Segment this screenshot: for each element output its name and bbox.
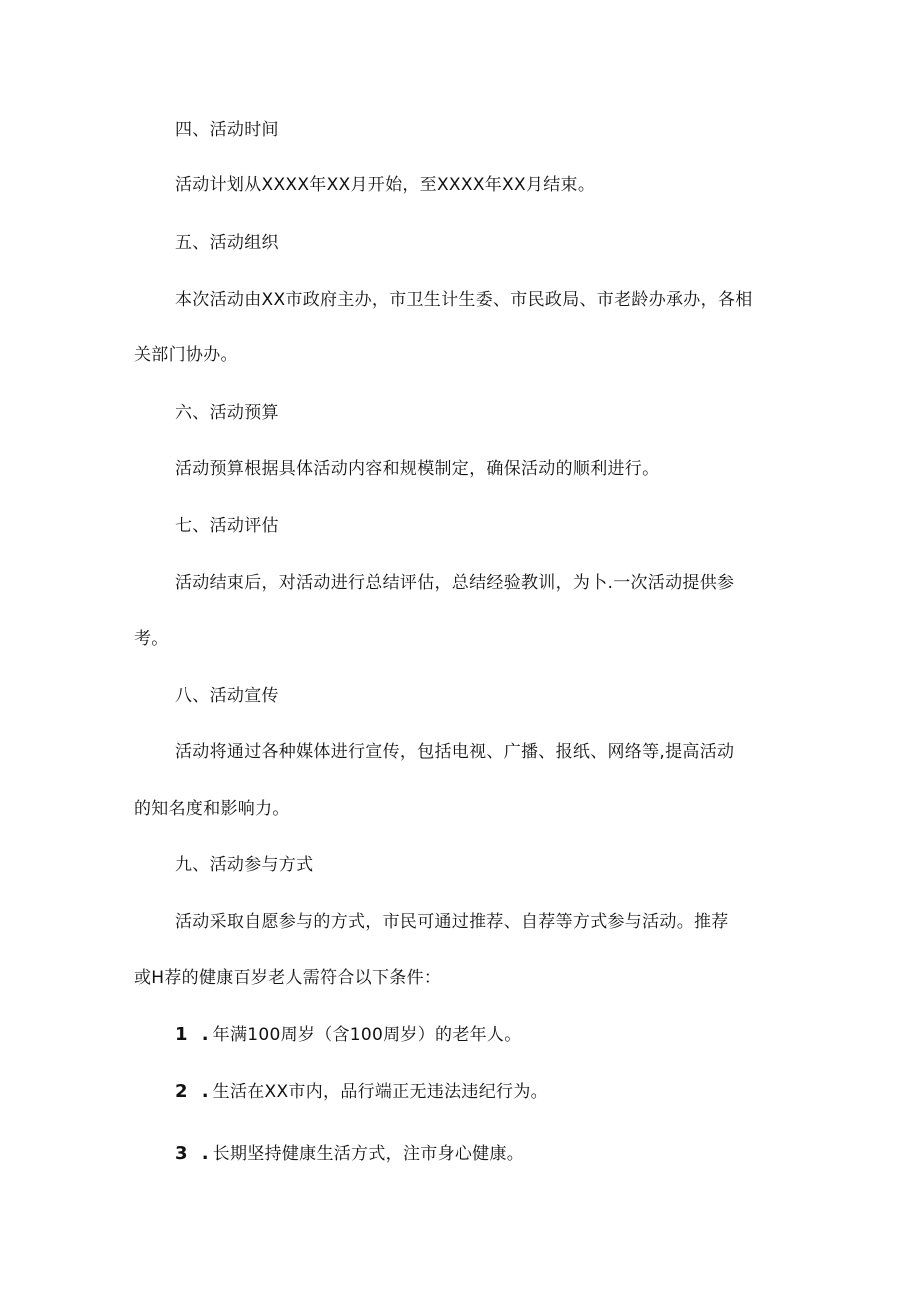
section-heading-participation: 九、活动参与方式 xyxy=(175,855,314,875)
section-heading-time: 四、活动时间 xyxy=(175,120,279,140)
section-organization-line-1: 本次活动由XX市政府主办，市卫生计生委、市民政局、市老龄办承办，各相 xyxy=(175,290,753,310)
section-budget-line-1: 活动预算根据具体活动内容和规模制定，确保活动的顺利进行。 xyxy=(175,459,660,479)
section-time-line-1: 活动计划从XXXX年XX月开始，至XXXX年XX月结束。 xyxy=(175,175,596,195)
section-participation-line-2: 或H荐的健康百岁老人需符合以下条件： xyxy=(134,968,442,988)
condition-text: 长期坚持健康生活方式，注市身心健康。 xyxy=(212,1144,525,1164)
section-heading-organization: 五、活动组织 xyxy=(175,233,279,253)
condition-number: 2 . xyxy=(175,1081,213,1102)
condition-item xyxy=(175,1080,548,1104)
condition-number: 1 . xyxy=(175,1024,213,1045)
section-heading-evaluation: 七、活动评估 xyxy=(175,516,279,536)
section-heading-budget: 六、活动预算 xyxy=(175,403,279,423)
section-publicity-line-1: 活动将通过各种媒体进行宣传，包括电视、广播、报纸、网络等,提高活动 xyxy=(175,742,735,762)
condition-number: 3 . xyxy=(175,1143,213,1164)
condition-text: 生活在XX市内，品行端正无违法违纪行为。 xyxy=(212,1082,548,1102)
condition-item xyxy=(175,1142,524,1166)
section-participation-line-1: 活动采取自愿参与的方式，市民可通过推荐、自荐等方式参与活动。推荐 xyxy=(175,912,729,932)
section-evaluation-line-2: 考。 xyxy=(134,629,169,649)
condition-item xyxy=(175,1023,522,1047)
section-evaluation-line-1: 活动结束后，对活动进行总结评估，总结经验教训，为卜.一次活动提供参 xyxy=(175,573,735,593)
section-publicity-line-2: 的知名度和影响力。 xyxy=(134,799,290,819)
section-organization-line-2: 关部门协办。 xyxy=(134,345,238,365)
section-heading-publicity: 八、活动宣传 xyxy=(175,686,279,706)
condition-text: 年满100周岁（含100周岁）的老年人。 xyxy=(212,1025,522,1045)
